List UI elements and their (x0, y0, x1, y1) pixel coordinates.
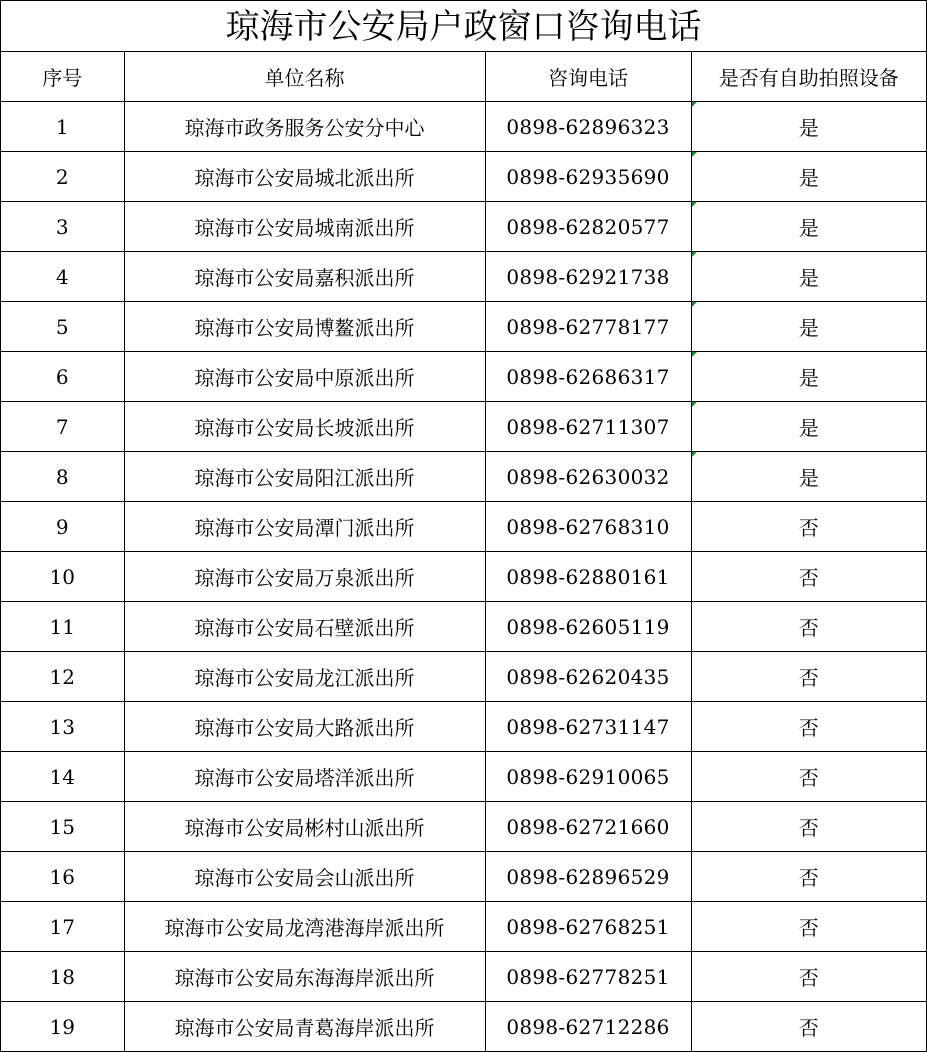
row-index: 17 (1, 902, 124, 952)
row-index: 14 (1, 752, 124, 802)
photo-device-cell: 是 (691, 402, 926, 452)
row-index: 5 (1, 302, 124, 352)
row-index: 9 (1, 502, 124, 552)
phone-cell: 0898-62620435 (485, 652, 691, 702)
table-row (1, 452, 926, 502)
table-row (1, 152, 926, 202)
photo-device-cell: 否 (691, 702, 926, 752)
photo-device-cell: 是 (691, 102, 926, 152)
photo-device-cell: 否 (691, 802, 926, 852)
photo-device-cell: 否 (691, 902, 926, 952)
photo-device-cell: 否 (691, 602, 926, 652)
unit-name-cell: 琼海市公安局东海海岸派出所 (124, 952, 485, 1002)
row-index: 3 (1, 202, 124, 252)
header-row (1, 52, 926, 102)
photo-device-cell: 否 (691, 752, 926, 802)
table-row (1, 1002, 926, 1052)
phone-cell: 0898-62820577 (485, 202, 691, 252)
table-row (1, 702, 926, 752)
unit-name-cell: 琼海市公安局龙江派出所 (124, 652, 485, 702)
photo-device-cell: 是 (691, 252, 926, 302)
photo-device-cell: 是 (691, 302, 926, 352)
table-row (1, 652, 926, 702)
row-index: 6 (1, 352, 124, 402)
unit-name-cell: 琼海市公安局嘉积派出所 (124, 252, 485, 302)
table-row (1, 602, 926, 652)
unit-name-cell: 琼海市公安局大路派出所 (124, 702, 485, 752)
photo-device-cell: 否 (691, 852, 926, 902)
photo-device-cell: 否 (691, 952, 926, 1002)
unit-name-cell: 琼海市公安局长坡派出所 (124, 402, 485, 452)
unit-name-cell: 琼海市公安局城北派出所 (124, 152, 485, 202)
row-index: 10 (1, 552, 124, 602)
unit-name-cell: 琼海市政务服务公安分中心 (124, 102, 485, 152)
photo-device-cell: 是 (691, 152, 926, 202)
table-row (1, 352, 926, 402)
table-row (1, 902, 926, 952)
phone-cell: 0898-62921738 (485, 252, 691, 302)
table-row (1, 102, 926, 152)
row-index: 13 (1, 702, 124, 752)
contact-table (1, 52, 926, 1051)
phone-cell: 0898-62630032 (485, 452, 691, 502)
table-row (1, 952, 926, 1002)
photo-device-cell: 否 (691, 652, 926, 702)
phone-cell: 0898-62896529 (485, 852, 691, 902)
table-row (1, 252, 926, 302)
header-photo-device: 是否有自助拍照设备 (691, 52, 926, 102)
row-index: 4 (1, 252, 124, 302)
row-index: 18 (1, 952, 124, 1002)
unit-name-cell: 琼海市公安局中原派出所 (124, 352, 485, 402)
phone-cell: 0898-62711307 (485, 402, 691, 452)
row-index: 7 (1, 402, 124, 452)
row-index: 1 (1, 102, 124, 152)
table-row (1, 752, 926, 802)
phone-cell: 0898-62935690 (485, 152, 691, 202)
header-phone: 咨询电话 (485, 52, 691, 102)
phone-cell: 0898-62731147 (485, 702, 691, 752)
row-index: 11 (1, 602, 124, 652)
unit-name-cell: 琼海市公安局青葛海岸派出所 (124, 1002, 485, 1052)
table-row (1, 502, 926, 552)
header-index: 序号 (1, 52, 124, 102)
unit-name-cell: 琼海市公安局博鳌派出所 (124, 302, 485, 352)
table-row (1, 802, 926, 852)
table-title: 琼海市公安局户政窗口咨询电话 (1, 1, 926, 52)
photo-device-cell: 是 (691, 352, 926, 402)
unit-name-cell: 琼海市公安局塔洋派出所 (124, 752, 485, 802)
phone-cell: 0898-62686317 (485, 352, 691, 402)
phone-cell: 0898-62712286 (485, 1002, 691, 1052)
row-index: 15 (1, 802, 124, 852)
phone-cell: 0898-62778251 (485, 952, 691, 1002)
table-row (1, 202, 926, 252)
photo-device-cell: 否 (691, 552, 926, 602)
row-index: 8 (1, 452, 124, 502)
phone-cell: 0898-62605119 (485, 602, 691, 652)
table-row (1, 302, 926, 352)
table-row (1, 402, 926, 452)
unit-name-cell: 琼海市公安局石壁派出所 (124, 602, 485, 652)
phone-cell: 0898-62768310 (485, 502, 691, 552)
table-row (1, 552, 926, 602)
phone-cell: 0898-62910065 (485, 752, 691, 802)
phone-cell: 0898-62778177 (485, 302, 691, 352)
table-body (1, 102, 926, 1052)
photo-device-cell: 否 (691, 1002, 926, 1052)
row-index: 16 (1, 852, 124, 902)
row-index: 19 (1, 1002, 124, 1052)
unit-name-cell: 琼海市公安局城南派出所 (124, 202, 485, 252)
unit-name-cell: 琼海市公安局阳江派出所 (124, 452, 485, 502)
phone-cell: 0898-62721660 (485, 802, 691, 852)
photo-device-cell: 是 (691, 202, 926, 252)
unit-name-cell: 琼海市公安局彬村山派出所 (124, 802, 485, 852)
row-index: 2 (1, 152, 124, 202)
row-index: 12 (1, 652, 124, 702)
unit-name-cell: 琼海市公安局万泉派出所 (124, 552, 485, 602)
phone-cell: 0898-62880161 (485, 552, 691, 602)
photo-device-cell: 否 (691, 502, 926, 552)
unit-name-cell: 琼海市公安局潭门派出所 (124, 502, 485, 552)
table-row (1, 852, 926, 902)
header-unit-name: 单位名称 (124, 52, 485, 102)
phone-cell: 0898-62896323 (485, 102, 691, 152)
photo-device-cell: 是 (691, 452, 926, 502)
unit-name-cell: 琼海市公安局会山派出所 (124, 852, 485, 902)
phone-cell: 0898-62768251 (485, 902, 691, 952)
unit-name-cell: 琼海市公安局龙湾港海岸派出所 (124, 902, 485, 952)
